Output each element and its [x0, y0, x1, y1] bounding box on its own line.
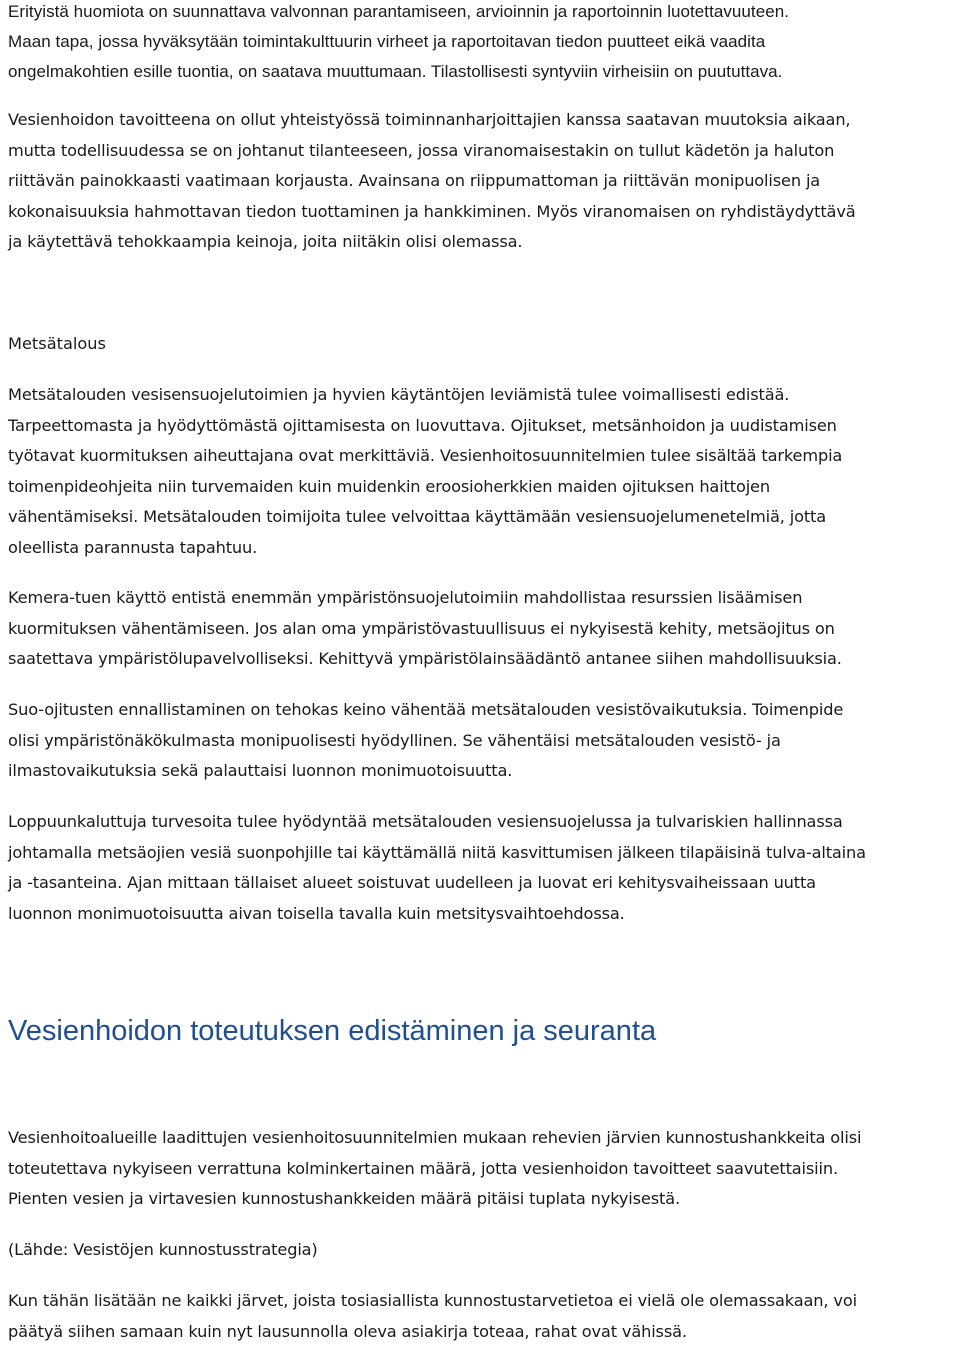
- paragraph-water-management-goal: [8, 105, 958, 258]
- text-line: ongelmakohtien esille tuontia, on saatava muuttumaan. Tilastollisesti syntyviin virheisiin on puututtava.: [8, 62, 783, 81]
- text-line: Tarpeettomasta ja hyödyttömästä ojittamisesta on luovuttava. Ojitukset, metsänhoidon ja uudistamisen: [8, 415, 837, 435]
- text-line: ilmastovaikutuksia sekä palauttaisi luonnon monimuotoisuutta.: [8, 761, 513, 781]
- text-line: johtamalla metsäojien vesiä suonpohjille tai käyttämällä niitä kasvittumisen jälkeen tilapäisinä tulva-altaina: [8, 842, 866, 862]
- text-line: ja -tasanteina. Ajan mittaan tällaiset alueet soistuvat uudelleen ja luovat eri kehitysvaiheissaan uutta: [8, 873, 816, 893]
- text-line: mutta todellisuudessa se on johtanut tilanteeseen, jossa viranomaisestakin on tullut kädetön ja haluton: [8, 140, 835, 160]
- text-line: Pienten vesien ja virtavesien kunnostushankkeiden määrä pitäisi tuplata nykyisestä.: [8, 1189, 680, 1209]
- text-line: saatettava ympäristölupavelvolliseksi. Kehittyvä ympäristölainsäädäntö antanee siihen mahdollisuuksia.: [8, 649, 842, 669]
- text-line: Erityistä huomiota on suunnattava valvonnan parantamiseen, arvioinnin ja raportoinnin luotettavuuteen.: [8, 2, 789, 21]
- text-line: Loppuunkaluttuja turvesoita tulee hyödyntää metsätalouden vesiensuojelussa ja tulvariskien hallinnassa: [8, 812, 843, 831]
- text-line: kuormituksen vähentämiseen. Jos alan oma ympäristövastuullisuus ei nykyisestä kehity, metsäojitus on: [8, 618, 835, 638]
- text-line: Vesienhoitoalueille laadittujen vesienhoitosuunnitelmien mukaan rehevien järvien kunnostushankkeita olisi: [8, 1128, 862, 1147]
- text-line: Maan tapa, jossa hyväksytään toimintakulttuurin virheet ja raportoitavan tiedon puutteet eikä vaadita: [8, 32, 766, 51]
- text-line: riittävän painokkaasti vaatimaan korjausta. Avainsana on riippumattoman ja riittävän monipuolisen ja: [8, 171, 821, 191]
- text-line: Metsätalouden vesisensuojelutoimien ja hyvien käytäntöjen leviämistä tulee voimallisesti edistää.: [8, 385, 790, 404]
- text-line: kokonaisuuksia hahmottavan tiedon tuottaminen ja hankkiminen. Myös viranomaisen on ryhdistäydyttävä: [8, 201, 856, 221]
- section-subheading: Metsätalous: [8, 334, 106, 353]
- paragraph-monitoring: [8, 0, 958, 87]
- text-line: toimenpideohjeita niin turvemaiden kuin muidenkin eroosioherkkien maiden ojituksen haittojen: [8, 476, 770, 496]
- text-line: Vesienhoidon tavoitteena on ollut yhteistyössä toiminnanharjoittajien kanssa saatavan muutoksia aikaan,: [8, 110, 851, 129]
- text-line: vähentämiseksi. Metsätalouden toimijoita tulee velvoittaa käyttämään vesiensuojelumenetelmiä, jotta: [8, 507, 826, 527]
- text-line: Kun tähän lisätään ne kaikki järvet, joista tosiasiallista kunnostustarvetietoa ei vielä ole olemassakaan, voi: [8, 1291, 857, 1310]
- text-line: toteutettava nykyiseen verrattuna kolminkertainen määrä, jotta vesienhoidon tavoitteet saavutettaisiin.: [8, 1158, 838, 1178]
- text-line: (Lähde: Vesistöjen kunnostusstrategia): [8, 1240, 318, 1259]
- paragraph-kemera: [8, 583, 958, 675]
- section-heading: Vesienhoidon toteutuksen edistäminen ja seuranta: [8, 1015, 657, 1047]
- paragraph-forestry: [8, 380, 958, 564]
- text-line: ja käytettävä tehokkaampia keinoja, joita niitäkin olisi olemassa.: [8, 232, 523, 252]
- paragraph-peatlands: [8, 807, 958, 929]
- paragraph-conclusion: [8, 1286, 958, 1347]
- text-line: olisi ympäristönäkökulmasta monipuolisesti hyödyllinen. Se vähentäisi metsätalouden vesistö- ja: [8, 730, 781, 750]
- paragraph-restoration: [8, 695, 958, 787]
- source-note: [8, 1235, 958, 1266]
- text-line: päätyä siihen samaan kuin nyt lausunnolla oleva asiakirja toteaa, rahat ovat vähissä.: [8, 1321, 687, 1341]
- text-line: Kemera-tuen käyttö entistä enemmän ympäristönsuojelutoimiin mahdollistaa resurssien lisäämisen: [8, 588, 803, 607]
- text-line: Suo-ojitusten ennallistaminen on tehokas keino vähentää metsätalouden vesistövaikutuksia. Toimenpide: [8, 700, 844, 719]
- text-line: luonnon monimuotoisuutta aivan toisella tavalla kuin metsitysvaihtoehdossa.: [8, 903, 625, 923]
- paragraph-lake-restoration: [8, 1123, 958, 1215]
- text-line: oleellista parannusta tapahtuu.: [8, 537, 258, 557]
- text-line: työtavat kuormituksen aiheuttajana ovat merkittäviä. Vesienhoitosuunnitelmien tulee sisältää tarkempia: [8, 446, 843, 466]
